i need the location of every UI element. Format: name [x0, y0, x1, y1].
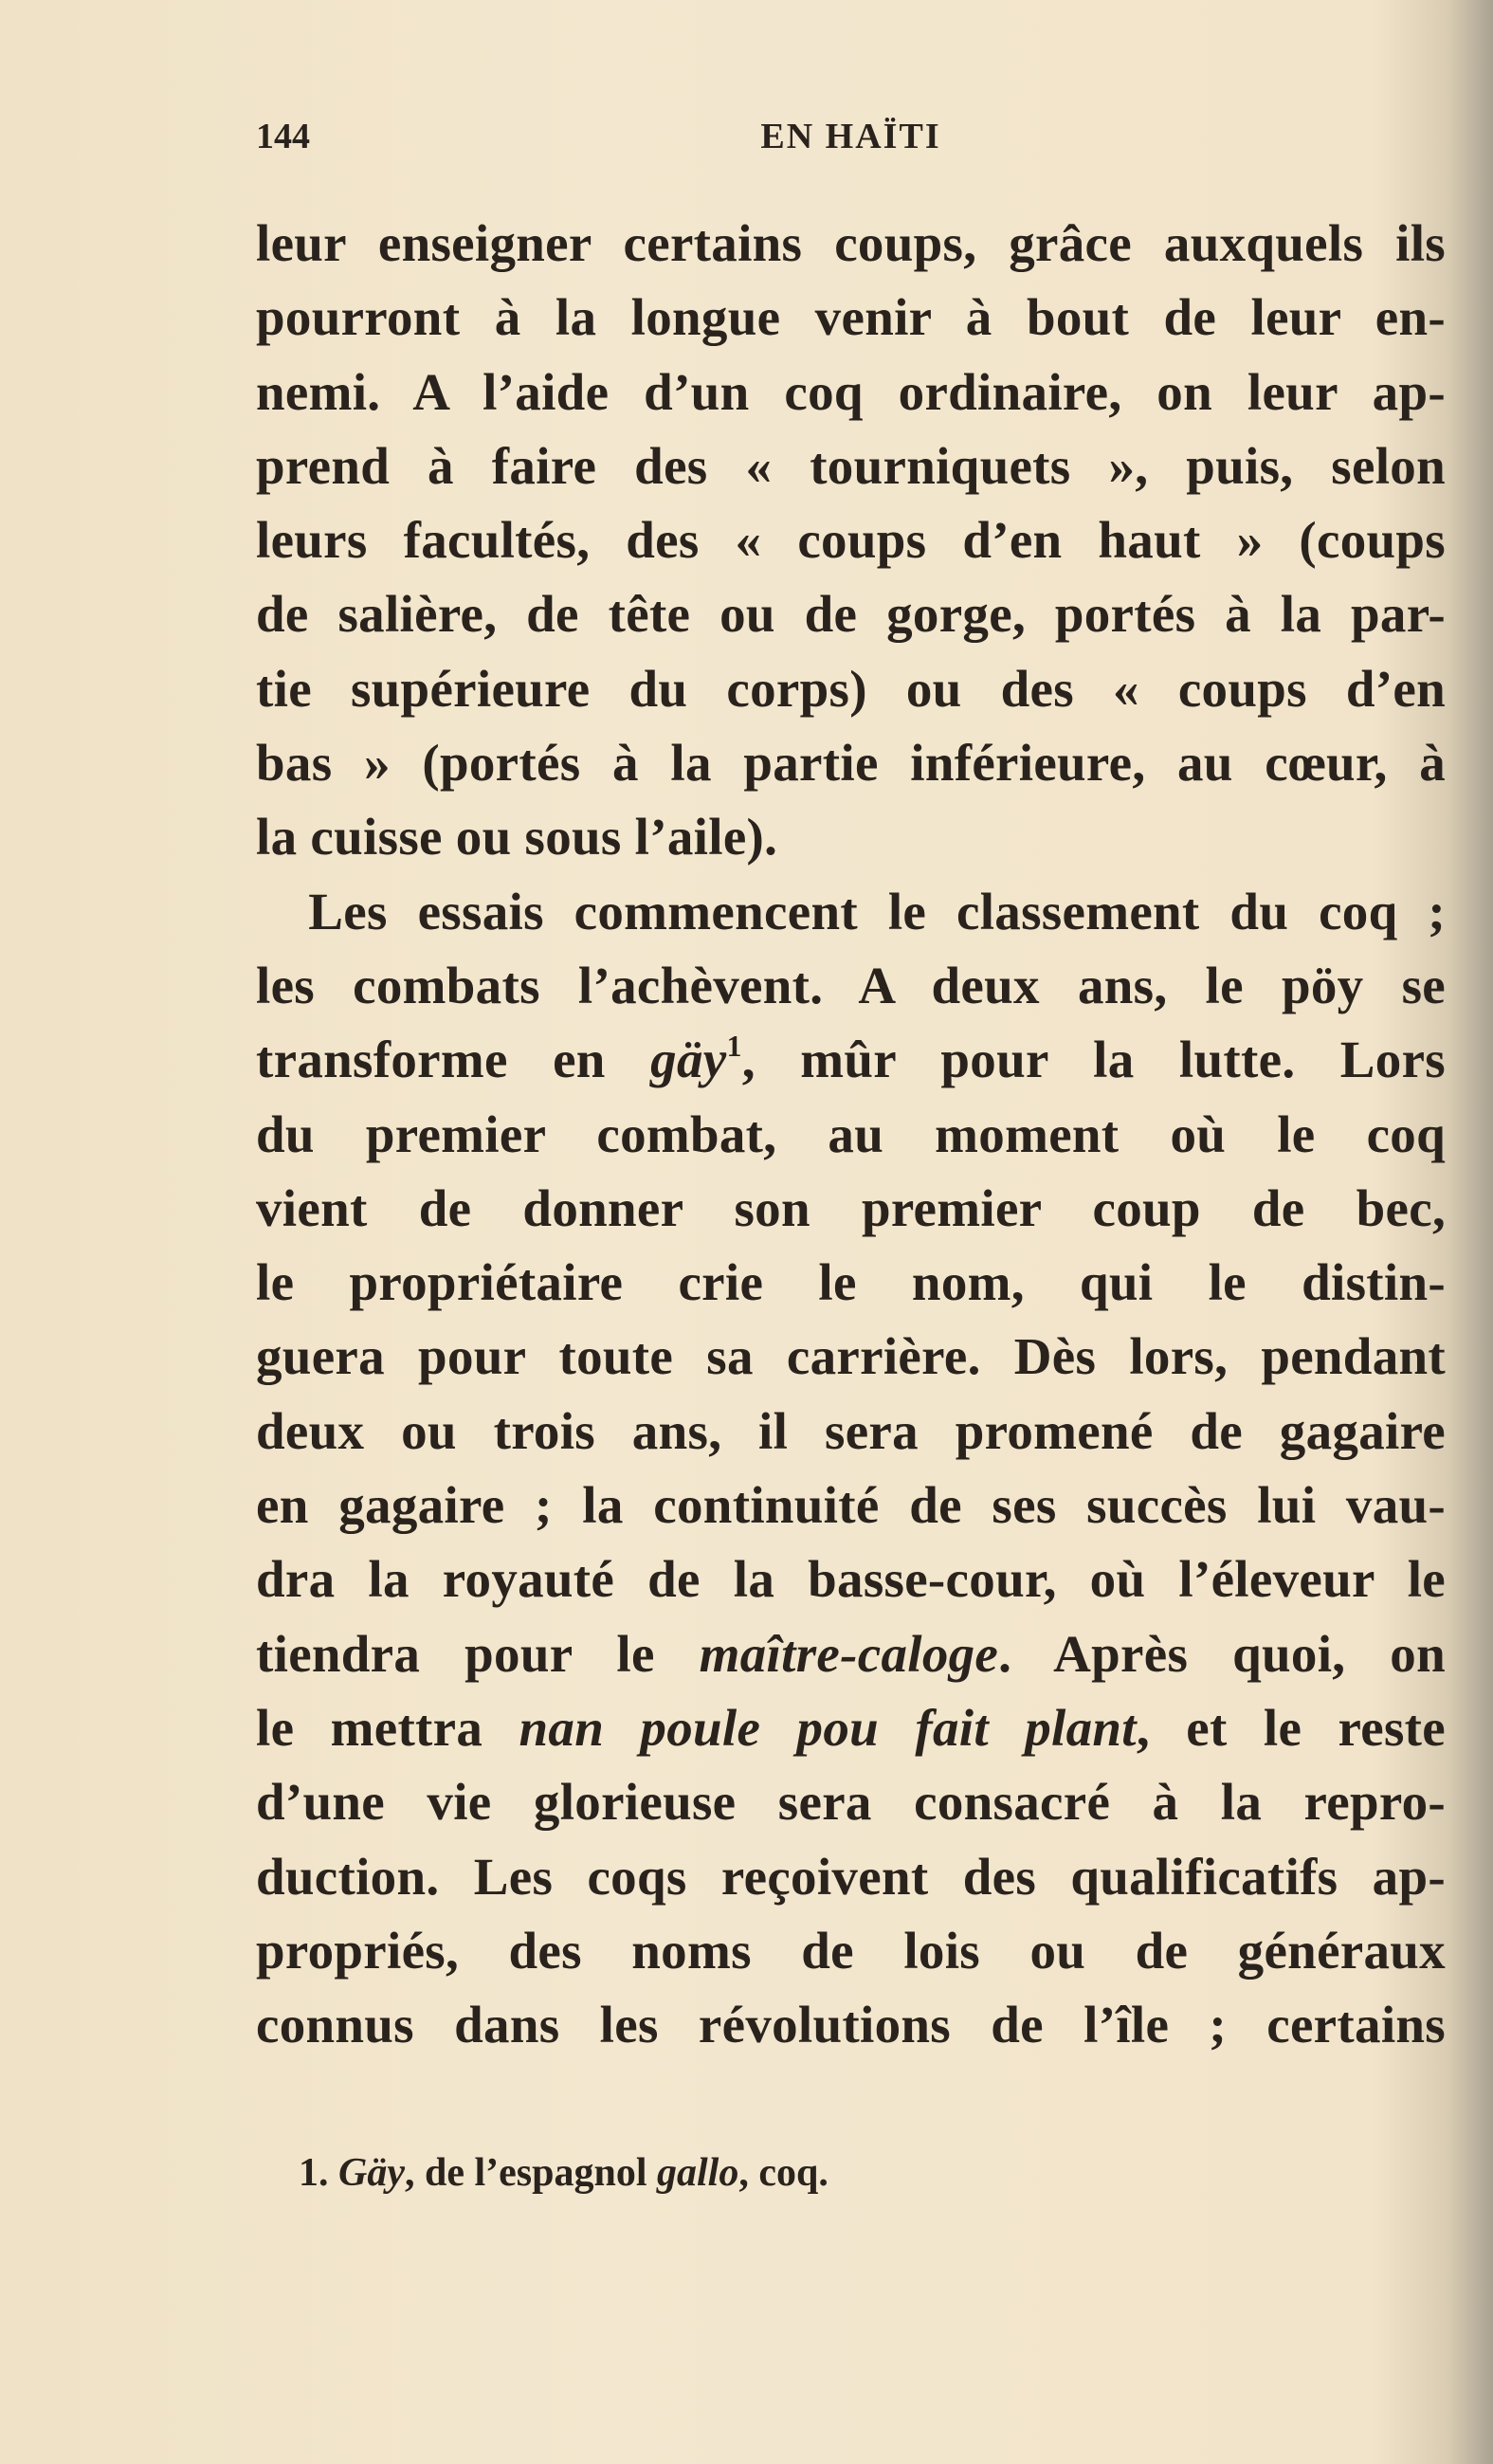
text-line — [256, 356, 1446, 429]
text-segment: dra la royauté de la basse-cour, où l’éleveur le — [256, 1550, 1446, 1609]
text-line — [256, 1765, 1446, 1839]
text-segment: leurs facultés, des « coups d’en haut » (coups — [256, 511, 1446, 570]
text-segment: transforme en — [256, 1031, 651, 1089]
text-line — [256, 1617, 1446, 1691]
text-line — [256, 577, 1446, 651]
text-segment: connus dans les révolutions de l’île ; certains — [256, 1996, 1446, 2054]
text-segment: nemi. A l’aide d’un coq ordinaire, on leur ap- — [256, 362, 1446, 421]
footnote — [299, 2150, 828, 2196]
text-line — [256, 1098, 1446, 1172]
text-segment: , mûr pour la lutte. Lors — [741, 1031, 1447, 1089]
italic-term: nan poule pou fait plant — [519, 1698, 1137, 1757]
italic-term: maître-caloge — [699, 1624, 999, 1683]
text-line — [256, 281, 1446, 355]
body-text — [256, 207, 1446, 2062]
page-number: 144 — [256, 117, 310, 156]
text-line — [256, 207, 1446, 281]
text-segment: prend à faire des « tourniquets », puis, selon — [256, 436, 1446, 495]
text-line — [256, 1172, 1446, 1246]
text-segment: vient de donner son premier coup de bec, — [256, 1178, 1446, 1237]
text-line — [256, 652, 1446, 726]
text-segment: la cuisse ou sous l’aile). — [256, 808, 778, 867]
text-line — [256, 949, 1446, 1023]
footnote-word: gallo — [657, 2151, 739, 2195]
text-segment: . Après quoi, on — [998, 1624, 1446, 1683]
text-segment: Les essais commencent le classement du coq ; — [256, 882, 1446, 940]
footnote-ref: 1 — [726, 1029, 742, 1064]
text-segment: pourront à la longue venir à bout de leur en- — [256, 288, 1446, 347]
text-segment: bas » (portés à la partie inférieure, au cœur, à — [256, 734, 1446, 793]
text-line — [256, 1023, 1446, 1097]
footnote-term: Gäy — [338, 2151, 405, 2195]
text-line — [256, 726, 1446, 800]
text-segment: leur enseigner certains coups, grâce auxquels ils — [256, 214, 1446, 272]
text-line — [256, 503, 1446, 577]
text-segment: duction. Les coqs reçoivent des qualificatifs ap- — [256, 1847, 1446, 1906]
footnote-end: , coq. — [738, 2151, 828, 2195]
text-segment: tiendra pour le — [256, 1624, 700, 1683]
text-segment: le mettra — [256, 1698, 519, 1757]
text-line — [256, 1542, 1446, 1616]
text-segment: le propriétaire crie le nom, qui le distin- — [256, 1253, 1446, 1312]
text-segment: d’une vie glorieuse sera consacré à la repro- — [256, 1773, 1446, 1832]
text-segment: deux ou trois ans, il sera promené de gagaire — [256, 1401, 1446, 1460]
text-line — [256, 1988, 1446, 2062]
text-segment: , et le reste — [1136, 1698, 1446, 1757]
text-line — [256, 1320, 1446, 1394]
footnote-number: 1. — [299, 2151, 338, 2195]
text-line — [256, 1246, 1446, 1320]
text-line — [256, 800, 1446, 874]
running-title: EN HAÏTI — [760, 117, 941, 156]
text-line — [256, 1395, 1446, 1469]
footnote-text: , de l’espagnol — [404, 2151, 658, 2195]
text-segment: tie supérieure du corps) ou des « coups d’en — [256, 659, 1446, 718]
text-segment: en gagaire ; la continuité de ses succès lui vau- — [256, 1476, 1446, 1535]
text-segment: guera pour toute sa carrière. Dès lors, pendant — [256, 1327, 1446, 1386]
text-line — [256, 429, 1446, 503]
page-header — [256, 116, 1446, 173]
text-line — [256, 875, 1446, 949]
text-line — [256, 1914, 1446, 1988]
text-segment: les combats l’achèvent. A deux ans, le pöy se — [256, 956, 1446, 1014]
italic-term: gäy — [650, 1031, 727, 1089]
text-line — [256, 1469, 1446, 1542]
text-line — [256, 1840, 1446, 1914]
text-segment: propriés, des noms de lois ou de généraux — [256, 1921, 1446, 1980]
text-segment: du premier combat, au moment où le coq — [256, 1104, 1446, 1163]
text-line — [256, 1691, 1446, 1765]
text-segment: de salière, de tête ou de gorge, portés à la par- — [256, 585, 1446, 644]
